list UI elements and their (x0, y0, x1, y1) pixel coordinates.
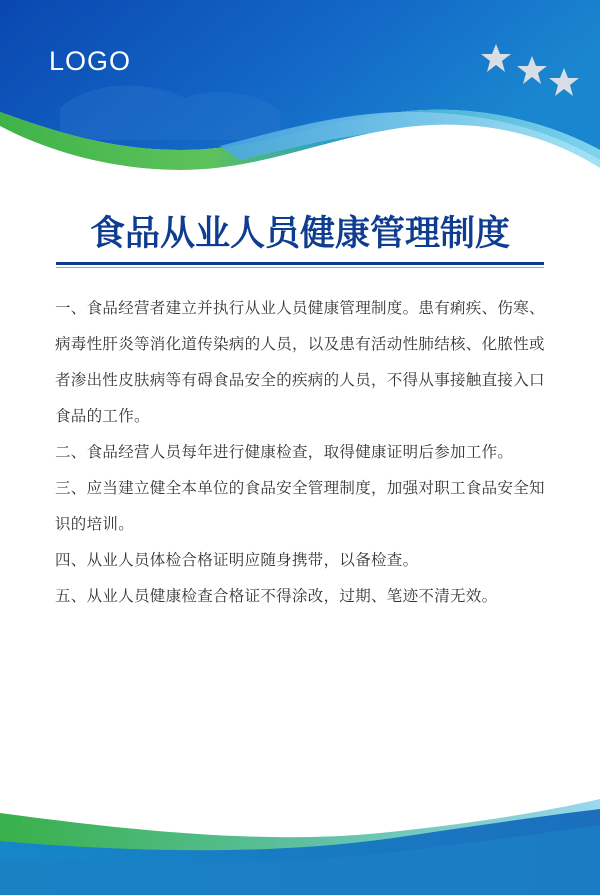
rule-paragraph-4: 四、从业人员体检合格证明应随身携带，以备检查。 (55, 551, 419, 569)
rule-paragraph-3: 三、应当建立健全本单位的食品安全管理制度，加强对职工食品安全知识的培训。 (55, 479, 545, 533)
rule-paragraph-2: 二、食品经营人员每年进行健康检查，取得健康证明后参加工作。 (55, 443, 514, 461)
rule-paragraph-5: 五、从业人员健康检查合格证不得涂改，过期、笔迹不清无效。 (55, 587, 498, 605)
rules-body (55, 290, 553, 614)
title-underline-accent (56, 267, 544, 268)
logo-text: LOGO (49, 46, 132, 76)
rule-paragraph-1: 一、食品经营者建立并执行从业人员健康管理制度。患有痢疾、伤寒、病毒性肝炎等消化道传染病的人员，以及患有活动性肺结核、化脓性或者渗出性皮肤病等有碍食品安全的疾病的人员，不得从事接触直接入口食品的工作。 (55, 299, 545, 425)
three-stars-icon (478, 40, 588, 105)
footer-background (0, 795, 600, 895)
page-title: 食品从业人员健康管理制度 (89, 214, 510, 254)
title-underline (56, 262, 544, 265)
